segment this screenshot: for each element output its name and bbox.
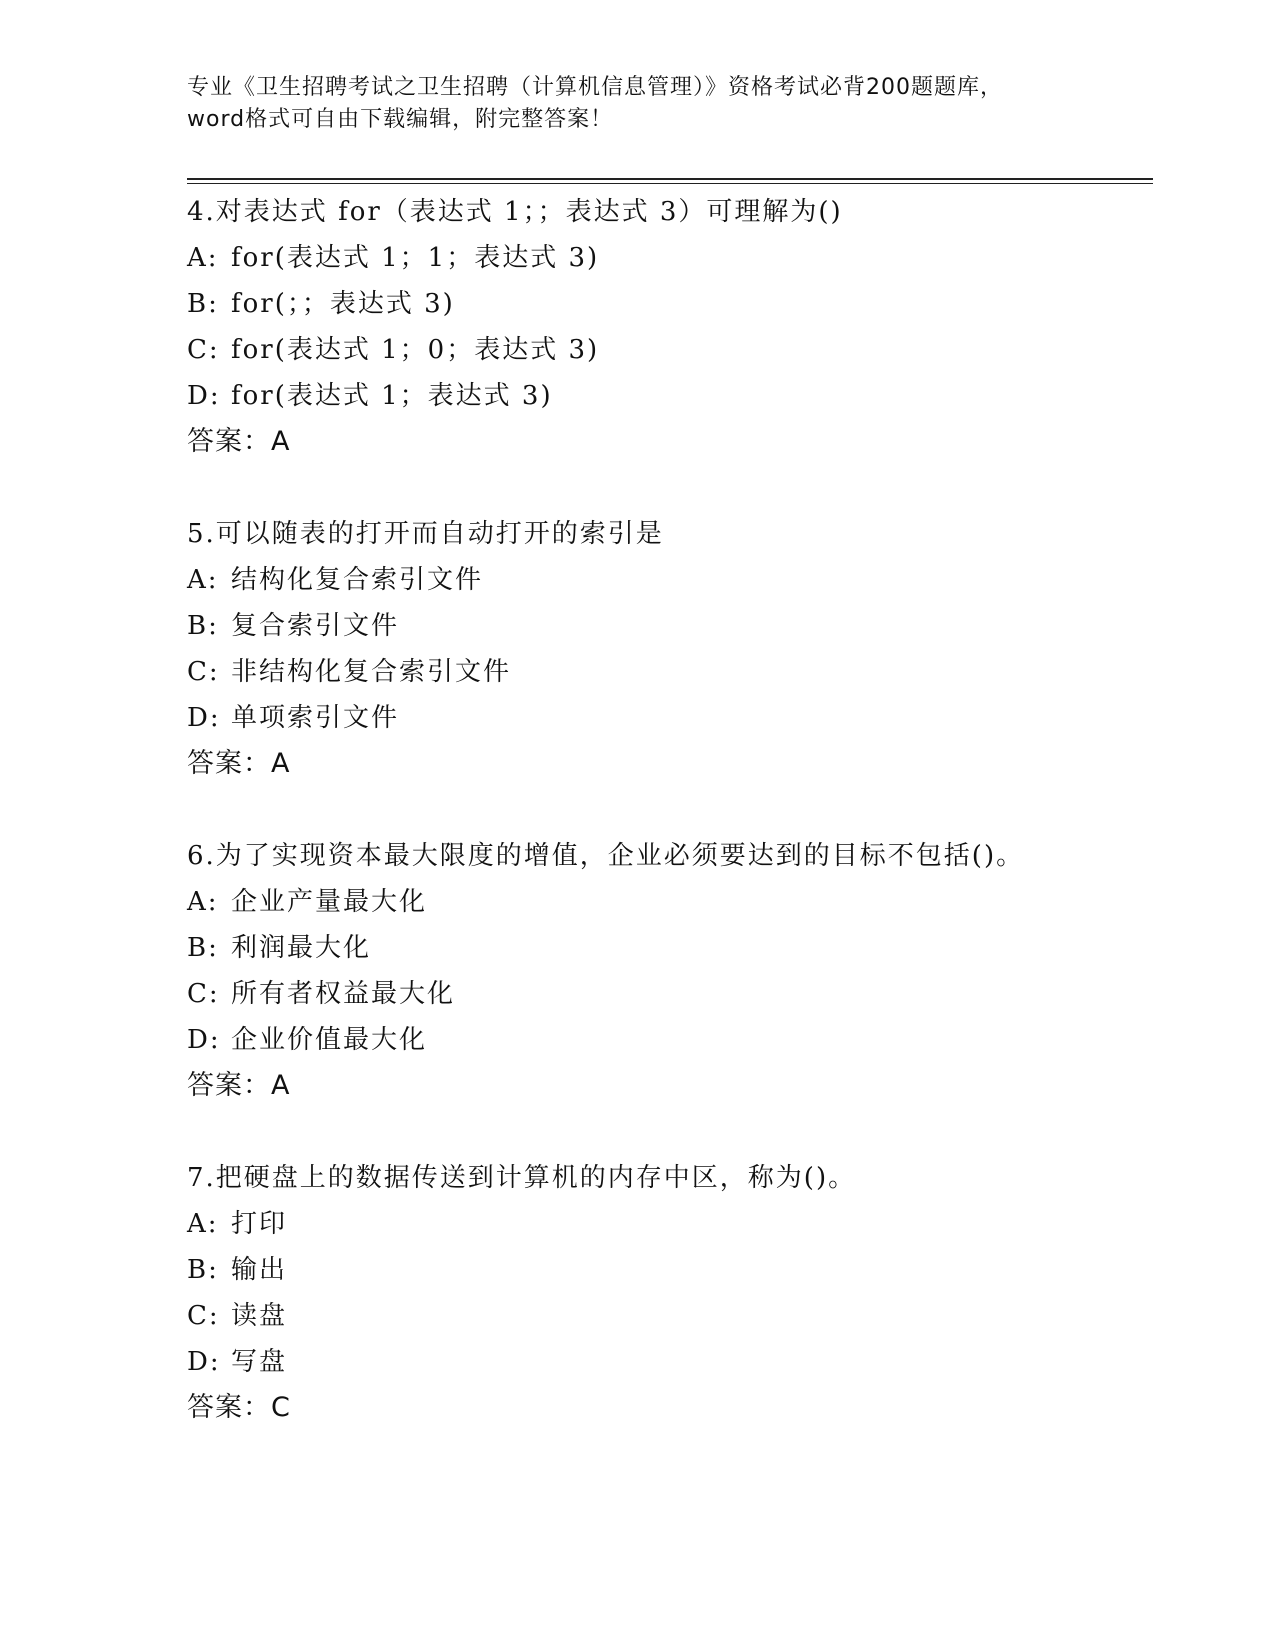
question-stem: 7.把硬盘上的数据传送到计算机的内存中区，称为()。 [187,1163,857,1193]
option-text: 复合索引文件 [231,611,400,641]
option-key: A: [187,1209,219,1239]
option-a [187,1201,1187,1247]
option-text: 企业产量最大化 [231,887,428,917]
option-key: B: [187,933,219,963]
question-stem: 4.对表达式 for（表达式 1；；表达式 3）可理解为() [187,197,843,227]
header-line-1: 专业《卫生招聘考试之卫生招聘（计算机信息管理）》资格考试必背200题题库， [187,75,1003,100]
option-c [187,1293,1187,1339]
option-text: 结构化复合索引文件 [231,565,484,595]
option-d [187,695,1187,741]
option-b [187,1247,1187,1293]
option-key: C: [187,979,220,1009]
question-item [187,189,1187,465]
option-key: A: [187,887,219,917]
question-item [187,1155,1187,1431]
answer-label: 答案：C [187,1392,291,1423]
option-d [187,1017,1187,1063]
option-text: 输出 [231,1255,288,1285]
option-d [187,1339,1187,1385]
header-divider-thin [187,183,1153,184]
question-item [187,511,1187,787]
option-text: 单项索引文件 [231,703,400,733]
option-text: for(表达式 1；表达式 3) [231,381,553,411]
option-text: 企业价值最大化 [231,1025,428,1055]
option-key: B: [187,611,219,641]
option-key: A: [187,565,219,595]
option-key: A: [187,243,219,273]
option-b [187,281,1187,327]
header-line-2: word格式可自由下载编辑，附完整答案！ [187,107,614,132]
option-text: for(表达式 1；0；表达式 3) [231,335,600,365]
option-text: 打印 [231,1209,288,1239]
option-c [187,327,1187,373]
option-c [187,649,1187,695]
option-text: 利润最大化 [231,933,372,963]
option-text: 非结构化复合索引文件 [231,657,512,687]
option-a [187,879,1187,925]
option-b [187,603,1187,649]
option-key: C: [187,657,220,687]
question-stem: 6.为了实现资本最大限度的增值，企业必须要达到的目标不包括()。 [187,841,1025,871]
option-c [187,971,1187,1017]
option-text: for(表达式 1；1；表达式 3) [231,243,600,273]
option-b [187,925,1187,971]
option-key: C: [187,335,220,365]
answer-label: 答案：A [187,1070,291,1101]
document-header [187,72,1107,136]
answer-label: 答案：A [187,748,291,779]
option-text: 读盘 [231,1301,288,1331]
question-stem: 5.可以随表的打开而自动打开的索引是 [187,519,664,549]
option-text: 所有者权益最大化 [231,979,456,1009]
option-a [187,235,1187,281]
option-key: B: [187,289,219,319]
option-key: D: [187,1025,221,1055]
answer-label: 答案：A [187,426,291,457]
option-text: for(；；表达式 3) [231,289,455,319]
option-d [187,373,1187,419]
option-text: 写盘 [231,1347,288,1377]
option-key: B: [187,1255,219,1285]
question-list [187,189,1187,1477]
header-divider-thick [187,178,1153,180]
option-key: C: [187,1301,220,1331]
option-a [187,557,1187,603]
option-key: D: [187,703,221,733]
option-key: D: [187,381,221,411]
option-key: D: [187,1347,221,1377]
question-item [187,833,1187,1109]
